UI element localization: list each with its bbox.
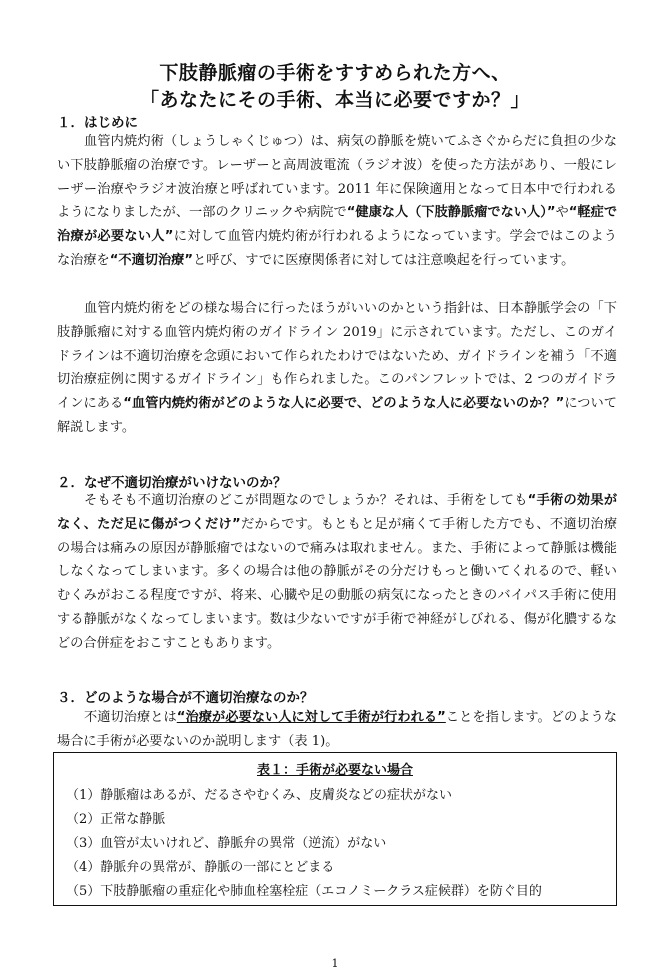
document-title-line-2: 「あなたにその手術、本当に必要ですか？」 [139,89,530,111]
paragraph-text: 不適切治療とは [84,710,177,725]
table-row: （5）下肢静脈瘤の重症化や肺血栓塞栓症（エコノミークラス症候群）を防ぐ目的 [66,884,542,899]
paragraph-text: そもそも不適切治療のどこが問題なのでしょうか？それは、手術をしても [84,493,528,508]
paragraph-text: ことを指します。どのような場合に手術が必要ないのか説明します（表 1)。 [57,710,617,749]
document-title-line-1: 下肢静脈瘤の手術をすすめられた方へ、 [159,62,511,84]
table-row: （4）静脈弁の異常が、静脈の一部にとどまる [66,860,335,875]
page-number: 1 [331,957,339,970]
paragraph-text: や [555,205,569,221]
emphasis-text: “健康な人（下肢静脈瘤でない人）” [346,205,556,221]
section-1-heading: １．はじめに [57,115,138,131]
paragraph-text: について解説します。 [57,396,617,435]
section-1-paragraph-2 [57,297,617,440]
table-row: （2）正常な静脈 [66,812,166,827]
emphasis-text: “血管内焼灼術がどのような人に必要で、どのような人に必要ないのか？” [123,396,565,412]
table-row: （3）血管が太いけれど、静脈弁の異常（逆流）がない [66,836,387,851]
section-2-paragraph-1 [57,489,617,656]
emphasis-text: “軽症で治療が必要ない人” [57,205,618,245]
paragraph-text: 血管内焼灼術（しょうしゃくじゅつ）は、病気の静脈を焼いてふさぐからだに負担の少ない下肢静脈瘤の治療です。レーザーと高周波電流（ラジオ波）を使った方法があり、一般にレーザー治療やラジオ波治療と呼ばれています。2011 年に保険適用となって日本中で行われるようになりましたが、一部のクリニックや病院で [57,134,617,221]
section-3-paragraph-1 [57,706,617,754]
emphasis-text: “手術の効果がなく、ただ足に傷がつくだけ” [57,493,618,532]
criteria-table [53,752,617,906]
section-3-heading: ３．どのような場合が不適切治療なのか？ [57,690,314,706]
section-1-paragraph-1 [57,130,617,273]
paragraph-text: に対して血管内焼灼術が行われるようになっています。学会ではこのような治療を [57,229,617,268]
emphasis-text: “不適切治療” [109,252,194,268]
table-row: （1）静脈瘤はあるが、だるさやむくみ、皮膚炎などの症状がない [66,788,453,803]
paragraph-text: 血管内焼灼術をどの様な場合に行ったほうがいいのかという指針は、日本静脈学会の「下肢静脈瘤に対する血管内焼灼術のガイドライン 2019」に示されています。ただし、このガイドラインは不適切治療を念頭において作られたわけではないため、ガイドラインを補う「不適切治療症例に関するガイドライン」も作られました。このパンフレットでは、2 つのガイドラインにある [57,301,617,412]
paragraph-text: と呼び、すでに医療関係者に対しては注意喚起を行っています。 [193,252,575,268]
paragraph-text: だからです。もともと足が痛くて手術した方でも、不適切治療の場合は痛みの原因が静脈瘤ではないので痛みは取れません。また、手術によって静脈は機能しなくなってしまいます。多くの場合は他の静脈がその分だけもっと働いてくれるので、軽いむくみがおこる程度ですが、将来、心臓や足の動脈の病気になったときのバイパス手術に使用する静脈がなくなってしまいます。数は少ないですが手術で神経がしびれる、傷が化膿するなどの合併症をおこすこともあります。 [57,516,618,651]
table-title: 表１：手術が必要ない場合 [256,763,413,778]
section-2-heading: ２．なぜ不適切治療がいけないのか？ [57,475,287,491]
emphasis-text: “治療が必要ない人に対して手術が行われる” [176,710,446,725]
